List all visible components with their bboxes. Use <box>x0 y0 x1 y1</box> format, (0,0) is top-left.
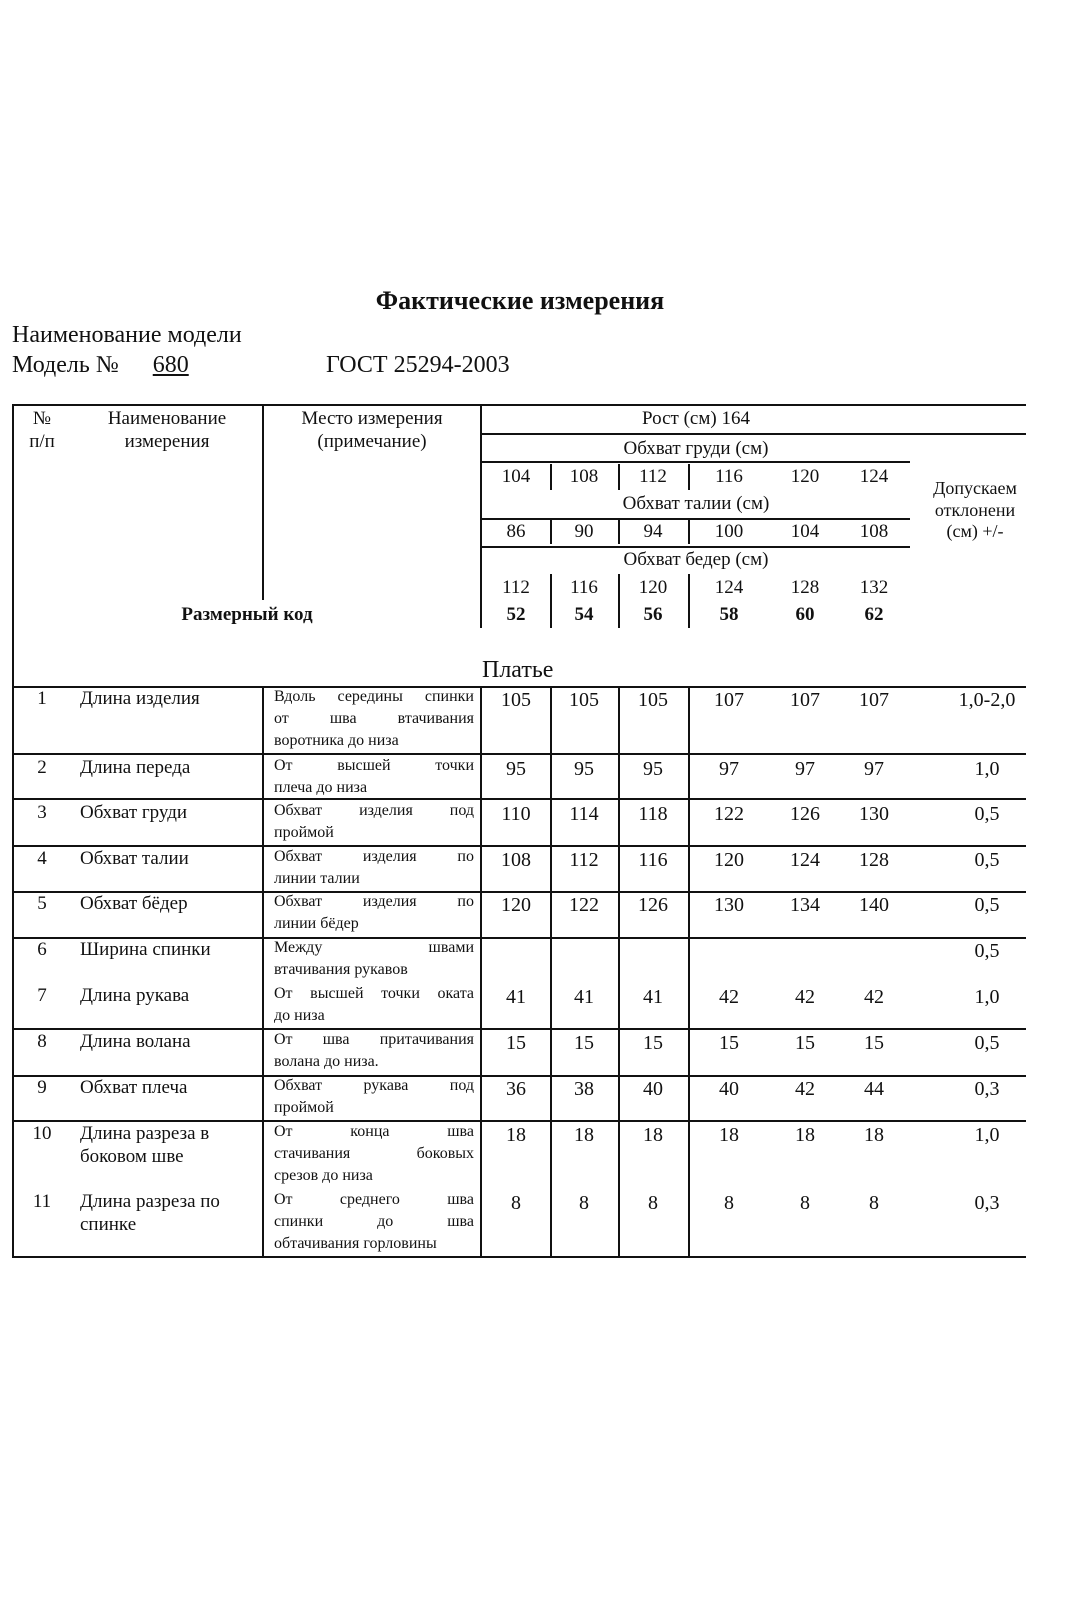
size-code-value: 56 <box>643 604 663 625</box>
measurement-value: 130 <box>714 894 744 916</box>
measurement-value: 122 <box>714 803 744 825</box>
measurement-value: 42 <box>864 986 884 1008</box>
row-number: 3 <box>37 802 47 823</box>
tolerance-header: Допускаем отклонени (см) +/- <box>933 478 1017 542</box>
note-line: спинки до шва <box>274 1213 474 1230</box>
tolerance-value: 1,0 <box>974 758 1000 780</box>
height-header: Рост (см) 164 <box>642 408 750 429</box>
note-line: От высшей точки <box>274 757 474 774</box>
note-line: обтачивания горловины <box>274 1235 437 1252</box>
measurement-name: Обхват груди <box>80 802 188 823</box>
note-line: Обхват изделия по <box>274 848 474 865</box>
size-code-value: 54 <box>574 604 594 625</box>
row-rule <box>14 1120 1026 1122</box>
measurement-note <box>274 1121 474 1187</box>
measurement-value: 97 <box>719 758 739 780</box>
measurement-value: 116 <box>638 849 668 871</box>
row-number: 7 <box>37 985 47 1006</box>
row-number: 1 <box>37 688 47 709</box>
size-code-value: 52 <box>506 604 526 625</box>
note-line: плеча до низа <box>274 779 368 796</box>
section-title: Платье <box>482 657 554 683</box>
row-rule <box>14 1256 1026 1258</box>
measurement-note <box>274 1029 474 1073</box>
measurement-name: Длина рукава <box>80 985 190 1006</box>
measurement-value: 15 <box>643 1032 663 1054</box>
chest-value: 116 <box>715 466 743 487</box>
waist-values-rule <box>482 518 910 520</box>
tolerance-value: 0,3 <box>974 1078 1000 1100</box>
note-line: от шва втачивания <box>274 710 474 727</box>
size-code-value: 58 <box>719 604 739 625</box>
measurement-value: 18 <box>864 1124 884 1146</box>
measurement-value: 8 <box>800 1192 810 1214</box>
model-number: 680 <box>152 352 189 378</box>
tolerance-value: 1,0-2,0 <box>958 689 1016 711</box>
measurement-value: 40 <box>719 1078 739 1100</box>
hips-value: 112 <box>502 577 530 598</box>
measurement-value: 128 <box>859 849 889 871</box>
measurement-note <box>274 800 474 844</box>
measurement-value: 134 <box>790 894 820 916</box>
measurement-value: 40 <box>643 1078 663 1100</box>
measurement-note <box>274 937 474 981</box>
measurement-value: 18 <box>506 1124 526 1146</box>
row-number: 5 <box>37 893 47 914</box>
measurement-note <box>274 1075 474 1119</box>
measurement-value: 36 <box>506 1078 526 1100</box>
note-line: Вдоль середины спинки <box>274 688 474 705</box>
chest-value: 104 <box>501 466 531 487</box>
measurement-value: 8 <box>579 1192 589 1214</box>
table-top-rule <box>14 404 1026 406</box>
measurement-value: 107 <box>714 689 744 711</box>
waist-value: 86 <box>506 521 526 542</box>
tolerance-value: 0,5 <box>974 894 1000 916</box>
measurement-value: 41 <box>574 986 594 1008</box>
measurement-value: 124 <box>790 849 820 871</box>
body-col-rule <box>688 686 690 1256</box>
measurement-value: 8 <box>869 1192 879 1214</box>
hips-value: 116 <box>570 577 598 598</box>
measurement-name: Длина разреза по спинке <box>80 1191 220 1235</box>
note-line: волана до низа. <box>274 1053 379 1070</box>
tolerance-value: 1,0 <box>974 1124 1000 1146</box>
measurement-value: 41 <box>643 986 663 1008</box>
tolerance-value: 0,5 <box>974 940 1000 962</box>
col-number-header: № п/п <box>29 408 55 452</box>
tolerance-value: 0,5 <box>974 849 1000 871</box>
value-col-rule <box>688 464 690 490</box>
note-line: От среднего шва <box>274 1191 474 1208</box>
measurement-value: 18 <box>719 1124 739 1146</box>
measurement-value: 95 <box>643 758 663 780</box>
measurement-value: 42 <box>795 986 815 1008</box>
col-place-header: Место измерения (примечание) <box>301 408 443 452</box>
note-line: до низа <box>274 1007 325 1024</box>
measurement-value: 42 <box>719 986 739 1008</box>
measurement-value: 95 <box>574 758 594 780</box>
measurement-note <box>274 846 474 890</box>
measurement-value: 8 <box>511 1192 521 1214</box>
hips-value: 128 <box>790 577 820 598</box>
waist-value: 108 <box>859 521 889 542</box>
body-col-rule <box>480 686 482 1256</box>
note-line: От конца шва <box>274 1123 474 1140</box>
tolerance-value: 1,0 <box>974 986 1000 1008</box>
measurement-value: 114 <box>569 803 599 825</box>
row-rule <box>14 798 1026 800</box>
hips-label-rule <box>482 546 910 548</box>
measurements-table <box>12 404 1026 1258</box>
waist-value: 100 <box>714 521 744 542</box>
measurement-value: 41 <box>506 986 526 1008</box>
hips-value: 120 <box>638 577 668 598</box>
measurement-value: 8 <box>724 1192 734 1214</box>
note-line: проймой <box>274 824 334 841</box>
row-number: 2 <box>37 757 47 778</box>
model-name-label: Наименование модели <box>12 322 242 348</box>
measurement-name: Длина разреза в боковом шве <box>80 1123 210 1167</box>
height-row-rule <box>482 433 1026 435</box>
note-line: От шва притачивания <box>274 1031 474 1048</box>
waist-header: Обхват талии (см) <box>622 493 770 514</box>
measurement-value: 97 <box>864 758 884 780</box>
measurement-name: Обхват талии <box>80 848 189 869</box>
measurement-name: Длина волана <box>80 1031 191 1052</box>
gost-standard: ГОСТ 25294-2003 <box>326 352 510 378</box>
tolerance-value: 0,3 <box>974 1192 1000 1214</box>
chest-header: Обхват груди (см) <box>623 438 769 459</box>
note-line: втачивания рукавов <box>274 961 408 978</box>
row-number: 4 <box>37 848 47 869</box>
chest-value: 124 <box>859 466 889 487</box>
col-name-header: Наименование измерения <box>107 408 227 452</box>
chest-value: 112 <box>639 466 667 487</box>
measurement-note <box>274 891 474 935</box>
row-rule <box>14 845 1026 847</box>
note-line: срезов до низа <box>274 1167 373 1184</box>
measurement-note <box>274 1189 474 1255</box>
measurement-value: 107 <box>790 689 820 711</box>
note-line: Обхват изделия под <box>274 802 474 819</box>
measurement-value: 18 <box>643 1124 663 1146</box>
note-line: стачивания боковых <box>274 1145 474 1162</box>
measurement-value: 15 <box>574 1032 594 1054</box>
measurement-note <box>274 686 474 752</box>
measurement-note <box>274 755 474 799</box>
measurement-value: 118 <box>638 803 668 825</box>
measurement-value: 18 <box>795 1124 815 1146</box>
value-col-rule <box>688 520 690 544</box>
note-line: линии бёдер <box>274 915 359 932</box>
model-number-line <box>12 352 193 379</box>
hips-header: Обхват бедер (см) <box>623 549 769 570</box>
note-line: Обхват рукава под <box>274 1077 474 1094</box>
measurement-value: 38 <box>574 1078 594 1100</box>
size-code-label: Размерный код <box>181 604 313 625</box>
measurement-value: 120 <box>714 849 744 871</box>
row-number: 10 <box>32 1123 52 1144</box>
row-rule <box>14 753 1026 755</box>
measurement-value: 130 <box>859 803 889 825</box>
header-divider-rule <box>262 404 264 600</box>
measurement-value: 95 <box>506 758 526 780</box>
note-line: воротника до низа <box>274 732 399 749</box>
tolerance-value: 0,5 <box>974 803 1000 825</box>
measurement-value: 8 <box>648 1192 658 1214</box>
measurement-value: 42 <box>795 1078 815 1100</box>
note-line: проймой <box>274 1099 334 1116</box>
chest-value: 120 <box>790 466 820 487</box>
measurement-value: 18 <box>574 1124 594 1146</box>
tolerance-value: 0,5 <box>974 1032 1000 1054</box>
measurement-value: 105 <box>501 689 531 711</box>
model-number-label: Модель № <box>12 352 119 378</box>
note-line: линии талии <box>274 870 360 887</box>
measurement-value: 105 <box>638 689 668 711</box>
measurement-name: Длина переда <box>80 757 191 778</box>
note-line: Между швами <box>274 939 474 956</box>
hips-value: 124 <box>714 577 744 598</box>
measurement-value: 120 <box>501 894 531 916</box>
measurement-name: Ширина спинки <box>80 939 211 960</box>
measurement-value: 108 <box>501 849 531 871</box>
measurement-value: 126 <box>790 803 820 825</box>
waist-value: 104 <box>790 521 820 542</box>
waist-value: 94 <box>643 521 663 542</box>
measurement-value: 122 <box>569 894 599 916</box>
size-code-value: 60 <box>795 604 815 625</box>
measurement-value: 15 <box>506 1032 526 1054</box>
row-number: 6 <box>37 939 47 960</box>
measurement-value: 15 <box>864 1032 884 1054</box>
row-number: 11 <box>32 1191 52 1212</box>
measurement-note <box>274 983 474 1027</box>
row-number: 8 <box>37 1031 47 1052</box>
measurement-value: 15 <box>795 1032 815 1054</box>
measurement-name: Длина изделия <box>80 688 200 709</box>
waist-value: 90 <box>574 521 594 542</box>
value-col-rule <box>688 574 690 628</box>
size-code-value: 62 <box>864 604 884 625</box>
row-rule <box>14 1028 1026 1030</box>
measurement-value: 15 <box>719 1032 739 1054</box>
note-line: От высшей точки оката <box>274 985 474 1002</box>
measurement-value: 112 <box>569 849 599 871</box>
page-title: Фактические измерения <box>375 286 665 315</box>
body-col-rule <box>262 686 264 1256</box>
measurement-name: Обхват плеча <box>80 1077 188 1098</box>
measurement-value: 140 <box>859 894 889 916</box>
measurement-value: 44 <box>864 1078 884 1100</box>
row-number: 9 <box>37 1077 47 1098</box>
measurement-value: 110 <box>501 803 531 825</box>
hips-value: 132 <box>859 577 889 598</box>
measurement-value: 107 <box>859 689 889 711</box>
chest-label-rule <box>482 461 910 463</box>
chest-value: 108 <box>569 466 599 487</box>
measurement-value: 126 <box>638 894 668 916</box>
measurement-value: 105 <box>569 689 599 711</box>
measurement-value: 97 <box>795 758 815 780</box>
note-line: Обхват изделия по <box>274 893 474 910</box>
measurement-name: Обхват бёдер <box>80 893 188 914</box>
